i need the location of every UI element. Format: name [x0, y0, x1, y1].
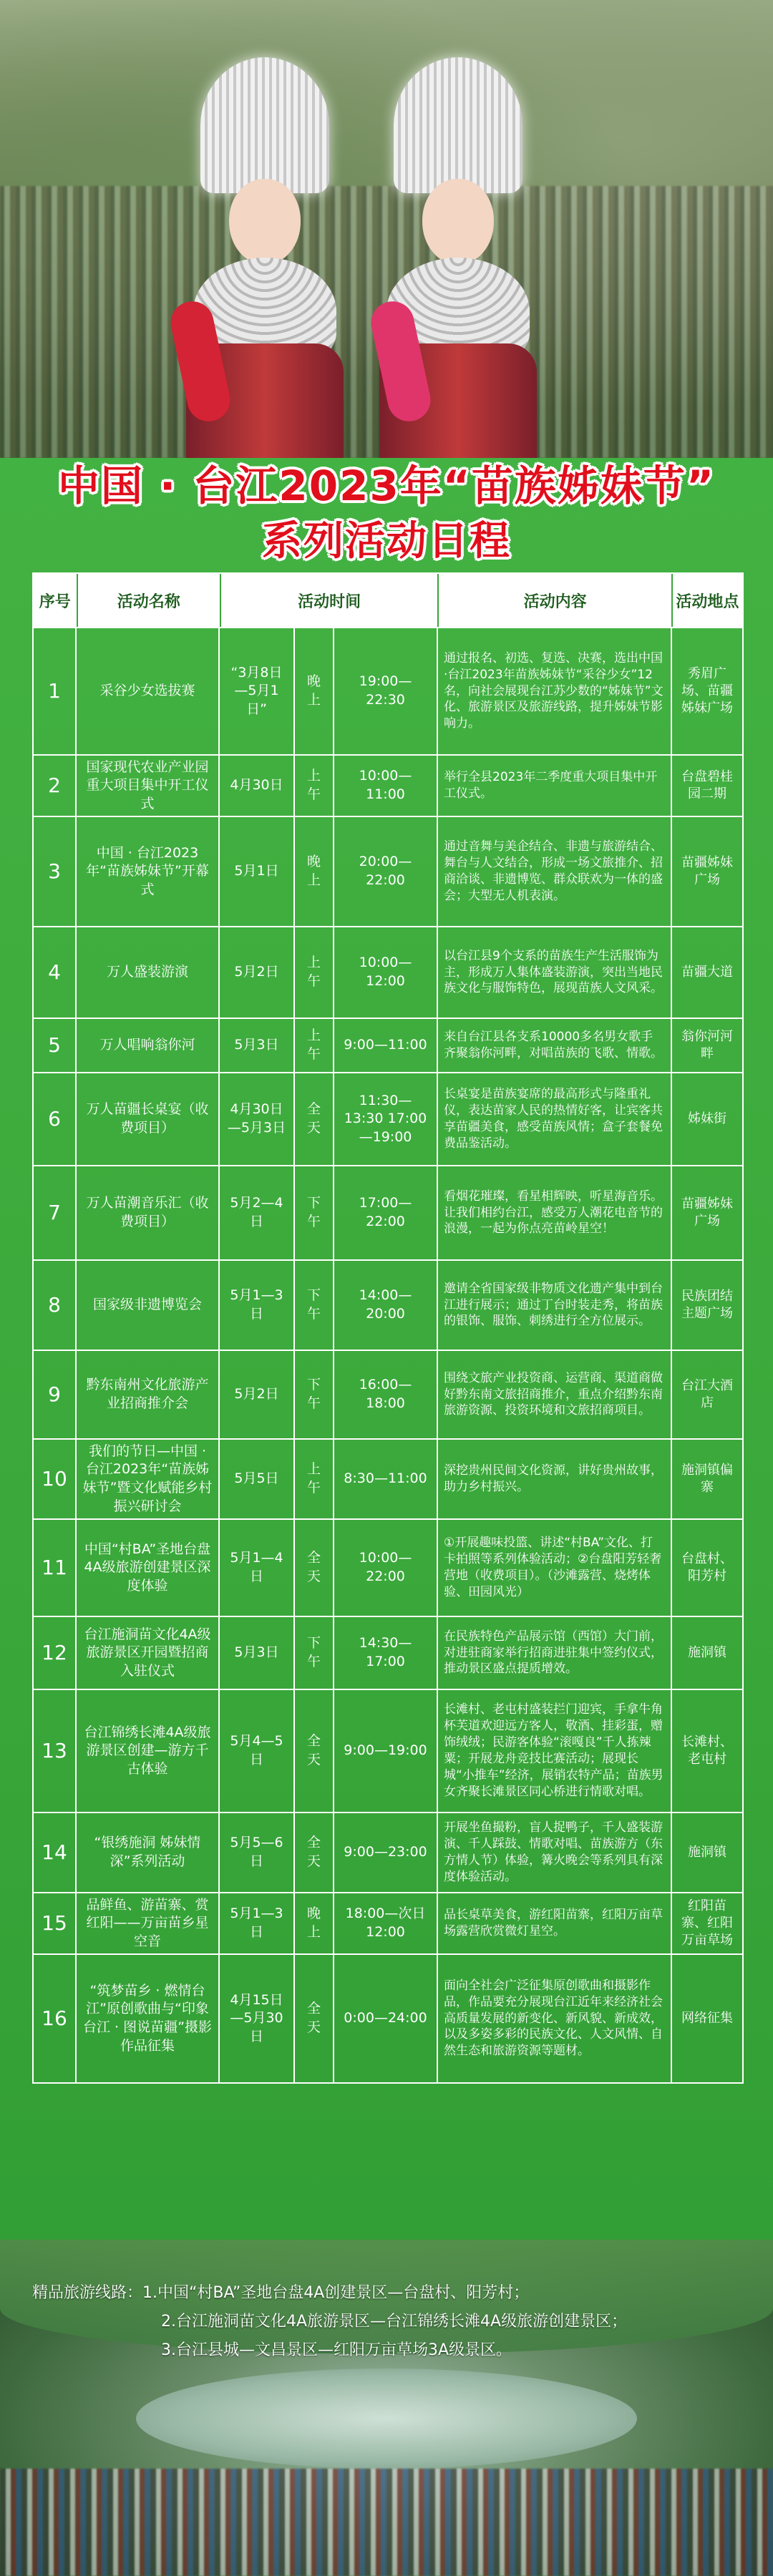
activity-content: 围绕文旅产业投资商、运营商、渠道商做好黔东南文旅招商推介，重点介绍黔东南旅游资源、投资环境和文旅招商项目。 — [438, 1351, 672, 1438]
miao-girl-left — [179, 57, 351, 458]
activity-daypart: 晚上 — [295, 817, 334, 926]
activity-date: 5月2—4日 — [220, 1166, 295, 1259]
activity-daypart: 晚上 — [295, 628, 334, 754]
activity-time: 10:00—12:00 — [334, 927, 438, 1018]
activity-daypart: 上午 — [295, 927, 334, 1018]
activity-date: 5月2日 — [220, 927, 295, 1018]
table-header — [34, 574, 742, 627]
hero-photo — [0, 0, 773, 458]
activity-daypart: 全天 — [295, 1955, 334, 2082]
table-row — [34, 1350, 742, 1438]
page-subtitle: 系列活动日程 — [262, 518, 511, 565]
activity-date: 5月4—5日 — [220, 1690, 295, 1812]
row-number: 6 — [34, 1073, 77, 1165]
activity-name: 万人盛装游演 — [77, 927, 220, 1018]
row-number: 3 — [34, 817, 77, 926]
activity-time: 17:00—22:00 — [334, 1166, 438, 1259]
activity-time: 10:00—11:00 — [334, 756, 438, 816]
row-number: 9 — [34, 1351, 77, 1438]
activity-content: 长桌宴是苗族宴席的最高形式与隆重礼仪，表达苗家人民的热情好客，让宾客共享苗疆美食，感受苗族风情；盒子套餐免费品鉴活动。 — [438, 1073, 672, 1165]
row-number: 13 — [34, 1690, 77, 1812]
activity-daypart: 全天 — [295, 1520, 334, 1616]
activity-name: 万人唱响翁你河 — [77, 1019, 220, 1072]
table-row — [34, 1689, 742, 1812]
activity-content: ①开展趣味投篮、讲述“村BA”文化、打卡拍照等系列体验活动；②台盘阳芳轻奢营地（收费项目）。（沙滩露营、烧烤体验、田园风光） — [438, 1520, 672, 1616]
header-place: 活动地点 — [676, 592, 739, 611]
header-time: 活动时间 — [221, 574, 439, 627]
activity-time: 9:00—19:00 — [334, 1690, 438, 1812]
activity-time: 9:00—23:00 — [334, 1813, 438, 1892]
activity-content: 看烟花璀璨，看星相辉映，听星海音乐。让我们相约台江，感受万人潮花电音节的浪漫，一起为你点亮苗岭星空！ — [438, 1166, 672, 1259]
row-number: 5 — [34, 1019, 77, 1072]
activity-place: 台盘村、阳芳村 — [681, 1551, 733, 1584]
activity-place: 苗疆姊妹广场 — [681, 854, 733, 887]
stadium — [136, 2368, 637, 2469]
activity-date: 4月30日 — [220, 756, 295, 816]
table-row — [34, 1812, 742, 1892]
activity-daypart: 晚上 — [295, 1893, 334, 1953]
row-number: 1 — [34, 628, 77, 754]
header-content: 活动内容 — [439, 574, 672, 627]
table-row — [34, 1616, 742, 1689]
activity-time: 18:00—次日12:00 — [334, 1893, 438, 1953]
activity-content: 举行全县2023年二季度重大项目集中开工仪式。 — [438, 756, 672, 816]
activity-daypart: 上午 — [295, 756, 334, 816]
activity-time: 10:00—22:00 — [334, 1520, 438, 1616]
activity-name: 中国“村BA”圣地台盘4A级旅游创建景区深度体验 — [77, 1520, 220, 1616]
activity-content: 面向全社会广泛征集原创歌曲和摄影作品，作品要充分展现台江近年来经济社会高质量发展的新变化、新风貌、新成效，以及多姿多彩的民族文化、人文风情、自然生态和旅游资源等题材。 — [438, 1955, 672, 2082]
activity-place: 施洞镇 — [688, 1844, 726, 1860]
activity-name: 我们的节日—中国 · 台江2023年“苗族姊妹节”暨文化赋能乡村振兴研讨会 — [77, 1440, 220, 1518]
activity-name: 中国 · 台江2023年“苗族姊妹节”开幕式 — [77, 817, 220, 926]
row-number: 2 — [34, 756, 77, 816]
activity-date: 5月5—6日 — [220, 1813, 295, 1892]
table-row — [34, 1953, 742, 2082]
table-row — [34, 1438, 742, 1518]
activity-daypart: 下午 — [295, 1261, 334, 1350]
activity-name: 万人苗疆长桌宴（收费项目） — [77, 1073, 220, 1165]
activity-time: 20:00—22:00 — [334, 817, 438, 926]
activity-date: 5月2日 — [220, 1351, 295, 1438]
activity-place: 翁你河河畔 — [681, 1028, 733, 1061]
activity-place: 网络征集 — [681, 2010, 733, 2026]
activity-date: 4月30日—5月3日 — [220, 1073, 295, 1165]
activity-content: 在民族特色产品展示馆（西馆）大门前，对进驻商家举行招商进驻集中签约仪式，推动景区盛点提质增效。 — [438, 1617, 672, 1689]
activity-date: 5月1—3日 — [220, 1893, 295, 1953]
activity-name: 采谷少女选拔赛 — [77, 628, 220, 754]
activity-content: 通过音舞与美企结合、非遗与旅游结合、舞台与人文结合，形成一场文旅推介、招商洽谈、非遗博览、群众联欢为一体的盛会；大型无人机表演。 — [438, 817, 672, 926]
row-number: 14 — [34, 1813, 77, 1892]
miao-girl-right — [372, 57, 544, 458]
activity-content: 以台江县9个支系的苗族生产生活服饰为主，形成万人集体盛装游演，突出当地民族文化与服饰特色，展现苗族人文风采。 — [438, 927, 672, 1018]
activity-daypart: 全天 — [295, 1690, 334, 1812]
schedule-table — [32, 572, 744, 2084]
row-number: 16 — [34, 1955, 77, 2082]
activity-place: 施洞镇 — [688, 1644, 726, 1660]
activity-date: 4月15日—5月30日 — [220, 1955, 295, 2082]
row-number: 12 — [34, 1617, 77, 1689]
row-number: 10 — [34, 1440, 77, 1518]
row-number: 11 — [34, 1520, 77, 1616]
activity-place: 长滩村、老屯村 — [681, 1734, 733, 1767]
activity-name: 国家现代农业产业园重大项目集中开工仪式 — [77, 756, 220, 816]
activity-daypart: 上午 — [295, 1019, 334, 1072]
table-row — [34, 1018, 742, 1072]
audience — [0, 2469, 773, 2576]
table-row — [34, 1072, 742, 1165]
activity-time: 16:00—18:00 — [334, 1351, 438, 1438]
table-row — [34, 754, 742, 816]
activity-daypart: 全天 — [295, 1073, 334, 1165]
activity-place: 台江大酒店 — [681, 1377, 733, 1410]
activity-daypart: 全天 — [295, 1813, 334, 1892]
table-row — [34, 1518, 742, 1616]
activity-daypart: 上午 — [295, 1440, 334, 1518]
activity-content: 通过报名、初选、复选、决赛，选出中国·台江2023年苗族姊妹节“采谷少女”12名，向社会展现台江苏少数的“姊妹节”文化、旅游景区及旅游线路，提升姊妹节影响力。 — [438, 628, 672, 754]
activity-date: 5月5日 — [220, 1440, 295, 1518]
activity-time: 14:00—20:00 — [334, 1261, 438, 1350]
route-2: 2.台江施洞苗文化4A旅游景区—台江锦绣长滩4A级旅游创建景区； — [161, 2313, 628, 2331]
activity-content: 邀请全省国家级非物质文化遗产集中到台江进行展示；通过丁台时装走秀，将苗族的银饰、服饰、刺绣进行全方位展示。 — [438, 1261, 672, 1350]
row-number: 8 — [34, 1261, 77, 1350]
activity-daypart: 下午 — [295, 1617, 334, 1689]
activity-content: 开展坐鱼撮粉，盲人捉鸭子，千人盛装游演、千人踩鼓、情歌对唱、苗族游方（东方情人节）体验，篝火晚会等系列具有深度体验活动。 — [438, 1813, 672, 1892]
activity-content: 来自台江县各支系10000多名男女歌手齐聚翁你河畔，对唱苗族的飞歌、情歌。 — [438, 1019, 672, 1072]
activity-date: “3月8日—5月1日” — [220, 628, 295, 754]
activity-name: 品鲜鱼、游苗寨、赏红阳——万亩苗乡星空音 — [77, 1893, 220, 1953]
activity-place: 台盘碧桂园二期 — [681, 769, 733, 801]
tour-routes — [32, 2279, 748, 2365]
activity-time: 14:30—17:00 — [334, 1617, 438, 1689]
activity-name: 万人苗潮音乐汇（收费项目） — [77, 1166, 220, 1259]
activity-name: 台江锦绣长滩4A级旅游景区创建—游方千古体验 — [77, 1690, 220, 1812]
activity-daypart: 下午 — [295, 1351, 334, 1438]
activity-place: 施洞镇偏寨 — [681, 1462, 733, 1495]
table-row — [34, 1892, 742, 1953]
activity-date: 5月1—4日 — [220, 1520, 295, 1616]
activity-time: 8:30—11:00 — [334, 1440, 438, 1518]
activity-date: 5月3日 — [220, 1019, 295, 1072]
activity-daypart: 下午 — [295, 1166, 334, 1259]
activity-place: 姊妹街 — [688, 1111, 726, 1126]
table-row — [34, 926, 742, 1018]
header-name: 活动名称 — [78, 574, 221, 627]
activity-place: 红阳苗寨、红阳万亩草场 — [681, 1898, 733, 1948]
row-number: 4 — [34, 927, 77, 1018]
activity-place: 民族团结主题广场 — [681, 1288, 733, 1321]
activity-date: 5月3日 — [220, 1617, 295, 1689]
activity-time: 11:30—13:30 17:00—19:00 — [334, 1073, 438, 1165]
table-row — [34, 816, 742, 926]
activity-time: 0:00—24:00 — [334, 1955, 438, 2082]
route-3: 3.台江县城—文昌景区—红阳万亩草场3A级景区。 — [161, 2341, 512, 2359]
activity-name: 台江施洞苗文化4A级旅游景区开园暨招商入驻仪式 — [77, 1617, 220, 1689]
header-no: 序号 — [34, 574, 78, 627]
activity-date: 5月1—3日 — [220, 1261, 295, 1350]
activity-name: 国家级非遗博览会 — [77, 1261, 220, 1350]
activity-name: “银绣施洞 姊妹情深”系列活动 — [77, 1813, 220, 1892]
row-number: 15 — [34, 1893, 77, 1953]
route-1: 精品旅游线路：1.中国“村BA”圣地台盘4A创建景区—台盘村、阳芳村； — [32, 2284, 530, 2302]
activity-place: 苗疆姊妹广场 — [681, 1196, 733, 1229]
activity-date: 5月1日 — [220, 817, 295, 926]
activity-content: 深挖贵州民间文化资源，讲好贵州故事，助力乡村振兴。 — [438, 1440, 672, 1518]
activity-place: 苗疆大道 — [681, 964, 733, 980]
activity-content: 长滩村、老屯村盛装拦门迎宾，手拿牛角杯芙道欢迎远方客人，敬酒、挂彩蛋，赠饰绒绒；民游客体验“滚嘎良”千人拣辣粟；开展龙舟竞技比赛活动；展现长城“小推车”经济，展销农特产品；苗族男女齐聚长滩景区同心桥进行情歌对唱。 — [438, 1690, 672, 1812]
page-title: 中国 · 台江2023年“苗族姊妹节” — [57, 462, 716, 510]
table-row — [34, 1165, 742, 1259]
activity-name: 黔东南州文化旅游产业招商推介会 — [77, 1351, 220, 1438]
activity-time: 19:00—22:30 — [334, 628, 438, 754]
activity-time: 9:00—11:00 — [334, 1019, 438, 1072]
activity-content: 品长桌草美食，游红阳苗寨，红阳万亩草场露营欣赏微灯星空。 — [438, 1893, 672, 1953]
activity-name: “筑梦苗乡 · 燃情台江”原创歌曲与“印象台江 · 图说苗疆”摄影作品征集 — [77, 1955, 220, 2082]
table-row — [34, 1259, 742, 1350]
activity-place: 秀眉广场、苗疆姊妹广场 — [681, 665, 733, 716]
table-row — [34, 627, 742, 754]
row-number: 7 — [34, 1166, 77, 1259]
